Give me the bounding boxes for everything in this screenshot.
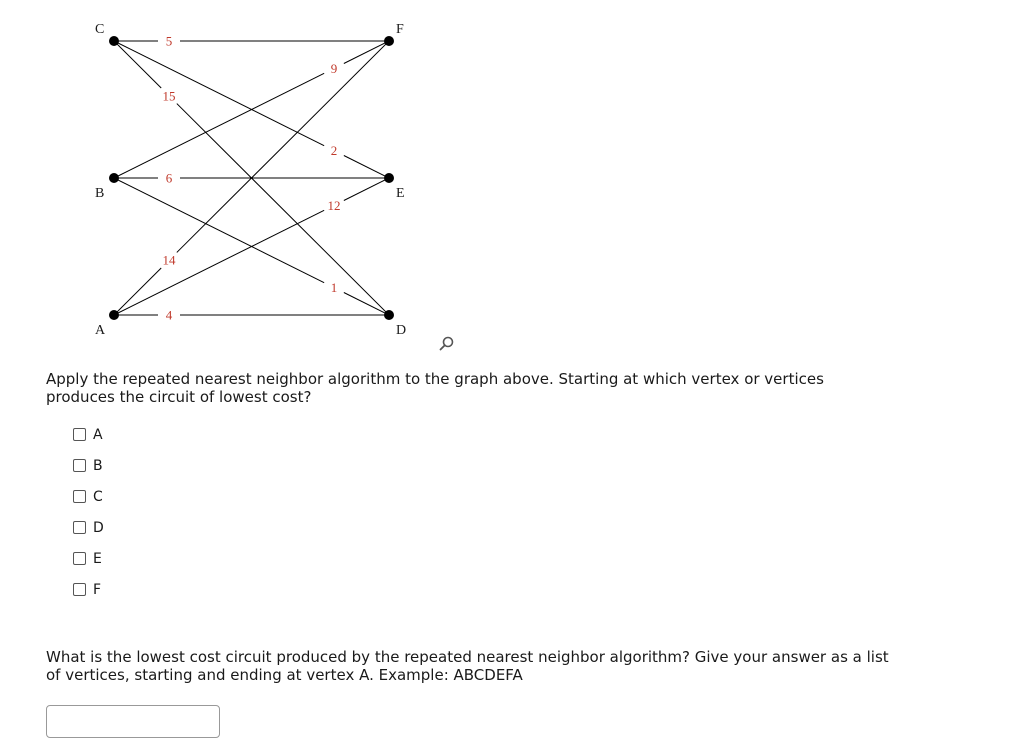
option-label: A [93, 426, 103, 443]
vertex-label-e: E [396, 186, 405, 201]
edge-a-f-segment-2 [177, 41, 389, 252]
vertex-label-d: D [396, 323, 407, 338]
edge-weight-b-e: 6 [165, 170, 173, 186]
vertex-label-f: F [396, 22, 404, 37]
option-b[interactable] [73, 450, 104, 481]
checkbox[interactable] [73, 552, 86, 565]
edge-weight-a-e: 12 [327, 197, 341, 213]
option-label: B [93, 457, 103, 474]
checkbox[interactable] [73, 459, 86, 472]
answer-input[interactable] [46, 705, 220, 738]
vertex-f [384, 36, 394, 46]
edge-b-d-segment-2 [344, 293, 389, 315]
edge-weight-c-d: 15 [162, 88, 176, 104]
vertex-options [73, 419, 104, 605]
vertex-label-b: B [95, 186, 105, 201]
option-label: C [93, 488, 103, 505]
checkbox[interactable] [73, 490, 86, 503]
checkbox[interactable] [73, 583, 86, 596]
question-1-text: Apply the repeated nearest neighbor algorithm to the graph above. Starting at which vertex or vertices produces the circuit of lowest cost? [46, 370, 824, 406]
edge-weight-a-f: 14 [162, 252, 176, 268]
checkbox[interactable] [73, 521, 86, 534]
vertex-e [384, 173, 394, 183]
question-2-text: What is the lowest cost circuit produced by the repeated nearest neighbor algorithm? Give your answer as a list of vertices, starting and ending at vertex A. Example: ABCDEFA [46, 648, 889, 684]
magnifier-icon[interactable] [437, 334, 457, 354]
edge-weight-b-f: 9 [330, 60, 338, 76]
edge-b-d-segment-1 [114, 178, 324, 283]
option-c[interactable] [73, 481, 104, 512]
edge-c-d-segment-2 [177, 104, 389, 315]
edge-a-e-segment-2 [344, 178, 389, 200]
option-label: D [93, 519, 104, 536]
graph-figure [0, 0, 460, 345]
option-e[interactable] [73, 543, 104, 574]
vertex-c [109, 36, 119, 46]
vertex-label-a: A [95, 323, 106, 338]
option-label: F [93, 581, 102, 598]
option-d[interactable] [73, 512, 104, 543]
option-label: E [93, 550, 102, 567]
edge-a-f-segment-1 [114, 268, 161, 315]
edge-b-f-segment-2 [344, 41, 389, 63]
vertex-d [384, 310, 394, 320]
edge-a-e-segment-1 [114, 210, 324, 315]
vertex-label-c: C [95, 22, 105, 37]
edge-weight-c-e: 2 [330, 143, 338, 159]
edge-weight-a-d: 4 [165, 307, 173, 323]
option-f[interactable] [73, 574, 104, 605]
option-a[interactable] [73, 419, 104, 450]
edge-c-e-segment-1 [114, 41, 324, 146]
edge-weight-b-d: 1 [330, 280, 338, 296]
checkbox[interactable] [73, 428, 86, 441]
vertex-b [109, 173, 119, 183]
edge-c-d-segment-1 [114, 41, 161, 88]
edge-weight-c-f: 5 [165, 33, 173, 49]
edge-c-e-segment-2 [344, 156, 389, 178]
vertex-a [109, 310, 119, 320]
edge-b-f-segment-1 [114, 73, 324, 178]
